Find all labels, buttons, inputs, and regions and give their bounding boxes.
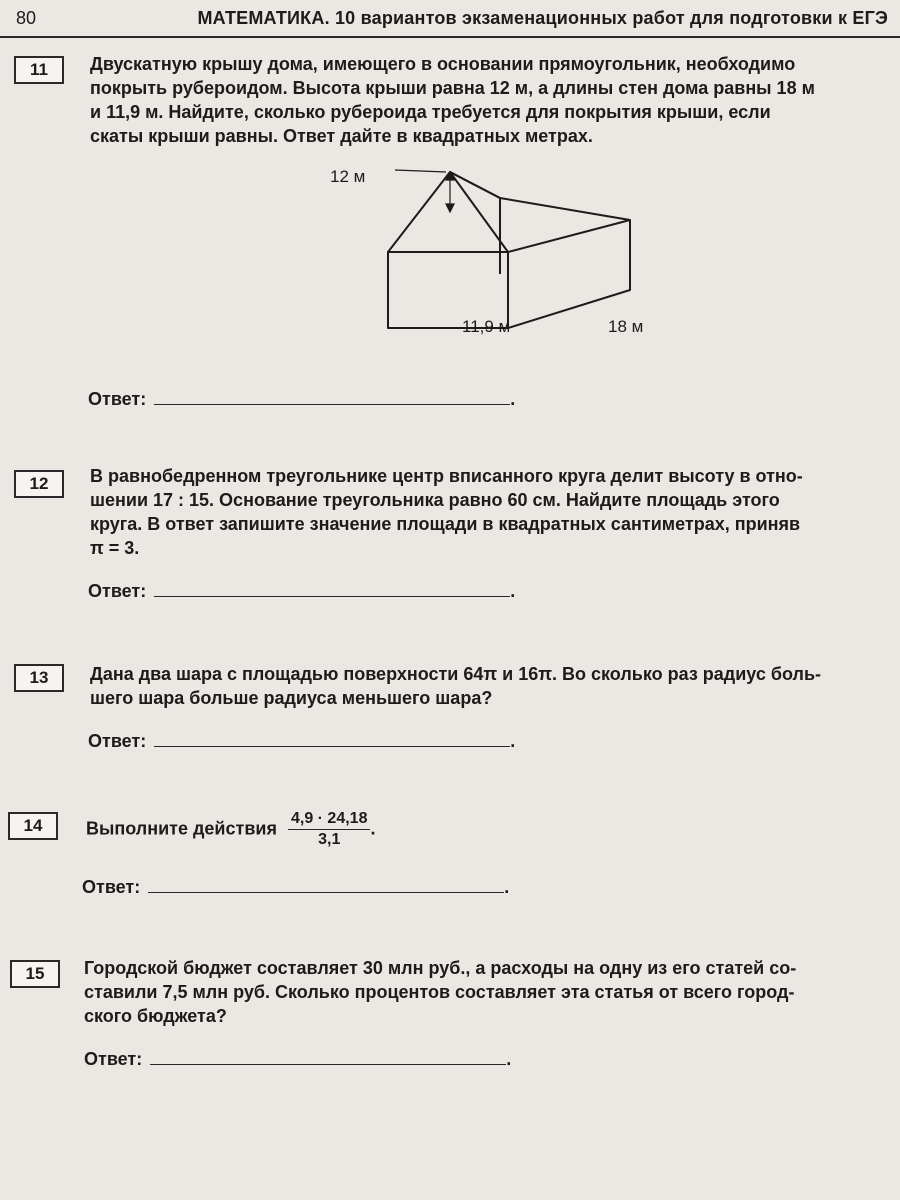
text-line: шении 17 : 15. Основание треугольника равно 60 см. Найдите площадь этого [90, 490, 780, 510]
answer-blank[interactable] [154, 578, 510, 597]
problem-number-box: 13 [14, 664, 64, 692]
house-figure [300, 160, 690, 355]
height-label: 12 м [330, 167, 366, 186]
answer-label: Ответ: [84, 1049, 143, 1069]
problem-text [90, 662, 890, 710]
text-line: скаты крыши равны. Ответ дайте в квадратных метрах. [90, 126, 593, 146]
text-line: Двускатную крышу дома, имеющего в основании прямоугольник, необходимо [90, 54, 796, 74]
answer-blank[interactable] [150, 1046, 506, 1065]
fraction-denominator: 3,1 [318, 831, 341, 848]
problem-text [90, 464, 890, 560]
answer-row: Ответ: . [88, 578, 515, 602]
text-line: круга. В ответ запишите значение площади в квадратных сантиметрах, приняв [90, 514, 801, 534]
problem-text [86, 810, 375, 849]
text-line: ского бюджета? [84, 1006, 227, 1026]
front-gable [388, 172, 508, 252]
answer-blank[interactable] [154, 386, 510, 405]
fraction [288, 810, 371, 849]
answer-label: Ответ: [88, 581, 147, 601]
roof-edge-right [500, 198, 630, 220]
answer-row: Ответ: . [88, 728, 515, 752]
problem-number-box: 15 [10, 960, 60, 988]
house-diagram [300, 160, 690, 350]
text-line: π = 3. [90, 538, 140, 558]
problem-prefix: Выполните действия [86, 818, 277, 839]
text-line: шего шара больше радиуса меньшего шара? [90, 688, 493, 708]
text-line: В равнобедренном треугольнике центр вписанного круга делит высоту в отно- [90, 466, 803, 486]
page-header [0, 0, 900, 38]
fraction-numerator: 4,9 · 24,18 [288, 810, 371, 830]
answer-blank[interactable] [154, 728, 510, 747]
answer-label: Ответ: [88, 731, 147, 751]
length-label: 18 м [608, 317, 644, 336]
problem-text [90, 52, 890, 148]
answer-row: Ответ: . [88, 386, 515, 410]
page-number: 80 [16, 8, 37, 28]
problem-number-box: 12 [14, 470, 64, 498]
text-line: Дана два шара с площадью поверхности 64π и 16π. Во сколько раз радиус боль- [90, 664, 822, 684]
answer-label: Ответ: [88, 389, 147, 409]
answer-row: Ответ: . [84, 1046, 511, 1070]
side-wall [508, 220, 630, 328]
text-line: ставили 7,5 млн руб. Сколько процентов составляет эта статья от всего город- [84, 982, 795, 1002]
width-label: 11,9 м [462, 317, 511, 336]
running-title: МАТЕМАТИКА. 10 вариантов экзаменационных работ для подготовки к ЕГЭ [197, 8, 888, 28]
text-line: покрыть рубероидом. Высота крыши равна 12 м, а длины стен дома равны 18 м [90, 78, 815, 98]
text-line: Городской бюджет составляет 30 млн руб., а расходы на одну из его статей со- [84, 958, 797, 978]
answer-label: Ответ: [82, 877, 141, 897]
answer-blank[interactable] [148, 874, 504, 893]
problem-suffix: . [370, 818, 376, 839]
answer-row: Ответ: . [82, 874, 509, 898]
problem-number-box: 14 [8, 812, 58, 840]
problem-number-box: 11 [14, 56, 64, 84]
text-line: и 11,9 м. Найдите, сколько рубероида требуется для покрытия крыши, если [90, 102, 771, 122]
problem-text [84, 956, 888, 1028]
